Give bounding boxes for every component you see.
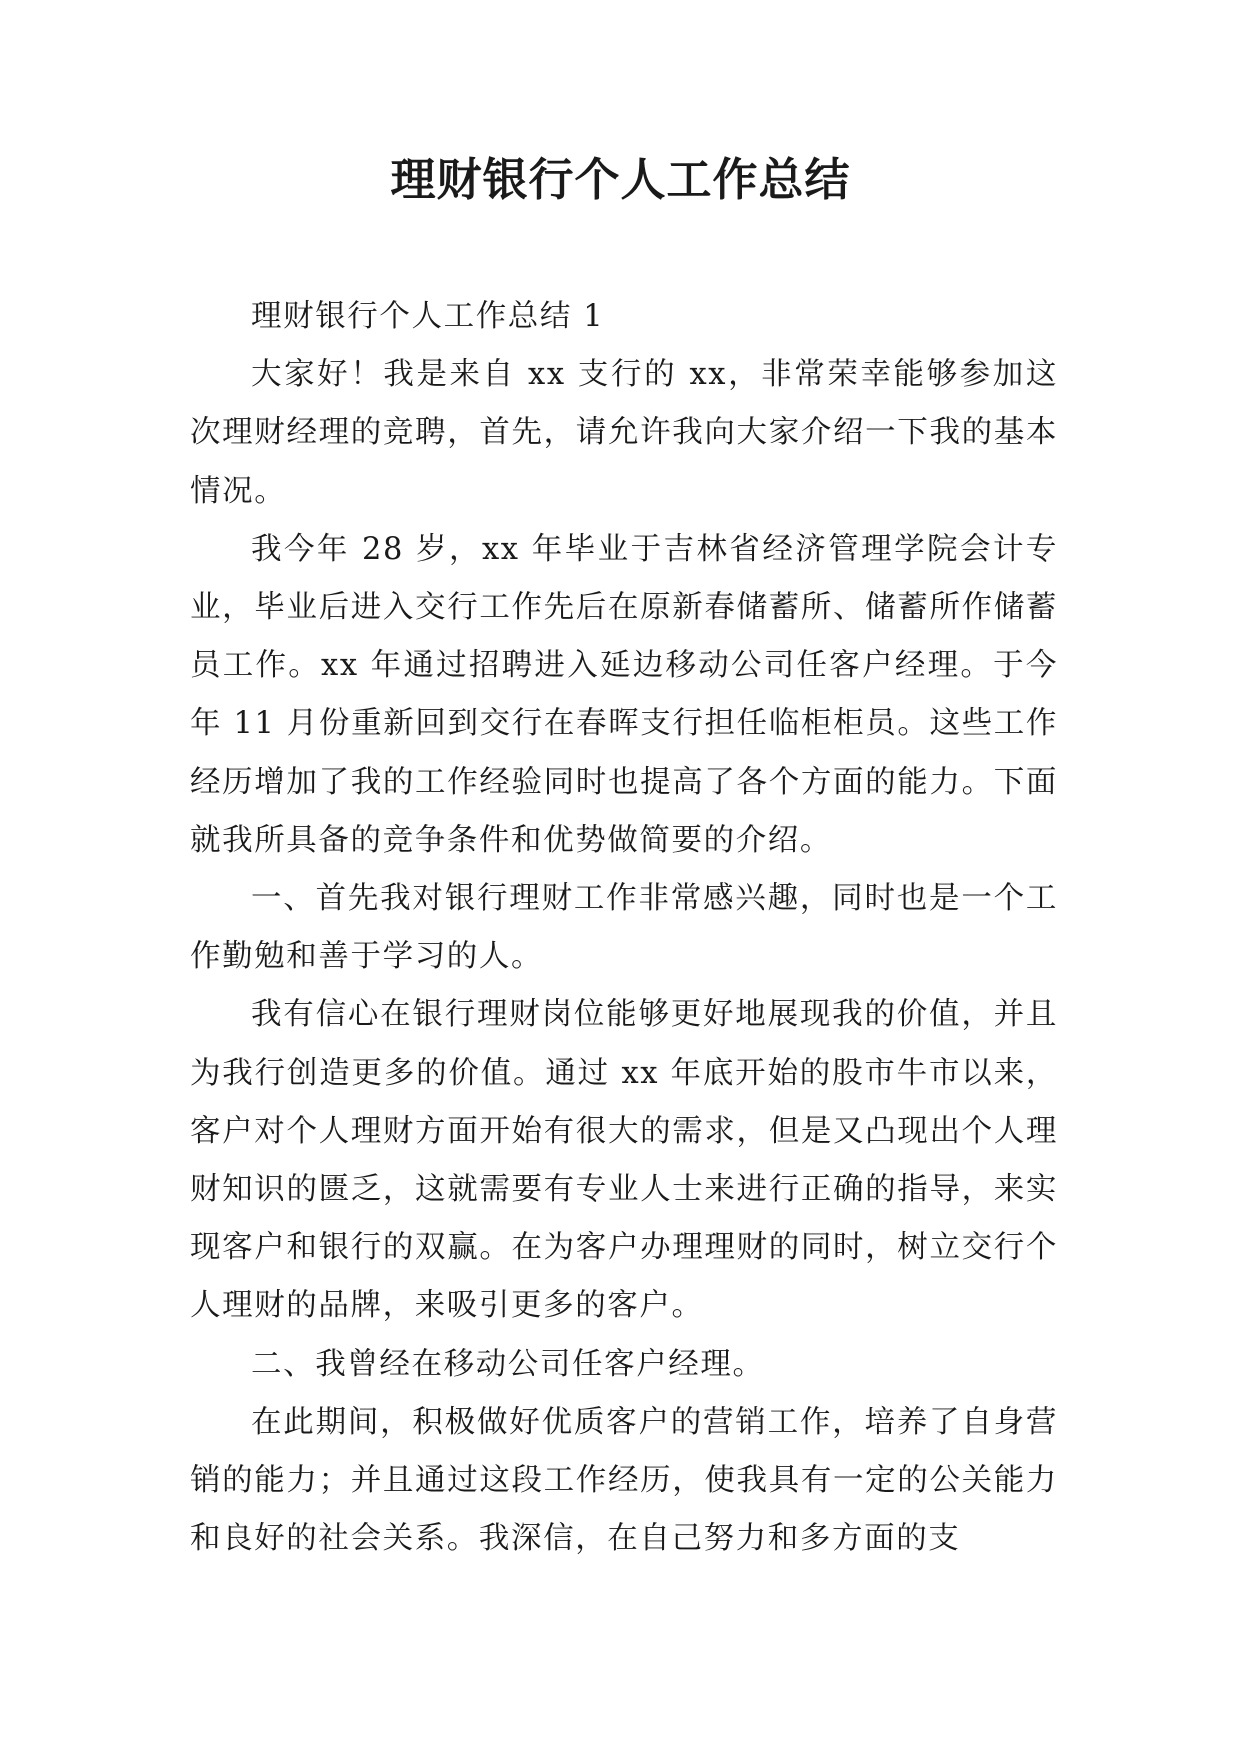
paragraph-background: 我今年 28 岁，xx 年毕业于吉林省经济管理学院会计专业，毕业后进入交行工作先后在原新春储蓄所、储蓄所作储蓄员工作。xx 年通过招聘进入延边移动公司任客户经理。于今年 11 月份重新回到交行在春晖支行担任临柜柜员。这些工作经历增加了我的工作经验同时也提高了各个方面的能力。下面就我所具备的竞争条件和优势做简要的介绍。 <box>190 531 1058 858</box>
paragraph-section-heading: 理财银行个人工作总结 1 <box>251 299 605 334</box>
paragraph-confidence: 我有信心在银行理财岗位能够更好地展现我的价值，并且为我行创造更多的价值。通过 xx 年底开始的股市牛市以来，客户对个人理财方面开始有很大的需求，但是又凸现出个人理财知识的匮乏，这就需要有专业人士来进行正确的指导，来实现客户和银行的双赢。在为客户办理理财的同时，树立交行个人理财的品牌，来吸引更多的客户。 <box>190 997 1058 1324</box>
paragraph-point-one: 一、首先我对银行理财工作非常感兴趣，同时也是一个工作勤勉和善于学习的人。 <box>190 881 1058 975</box>
paragraph-experience: 在此期间，积极做好优质客户的营销工作，培养了自身营销的能力；并且通过这段工作经历，使我具有一定的公关能力和良好的社会关系。我深信，在自己努力和多方面的支 <box>190 1404 1058 1557</box>
document-body <box>190 288 1058 1568</box>
paragraph-greeting: 大家好！我是来自 xx 支行的 xx，非常荣幸能够参加这次理财经理的竞聘，首先，请允许我向大家介绍一下我的基本情况。 <box>190 357 1058 509</box>
paragraph-point-two: 二、我曾经在移动公司任客户经理。 <box>251 1346 765 1382</box>
document-title: 理财银行个人工作总结 <box>390 153 851 206</box>
